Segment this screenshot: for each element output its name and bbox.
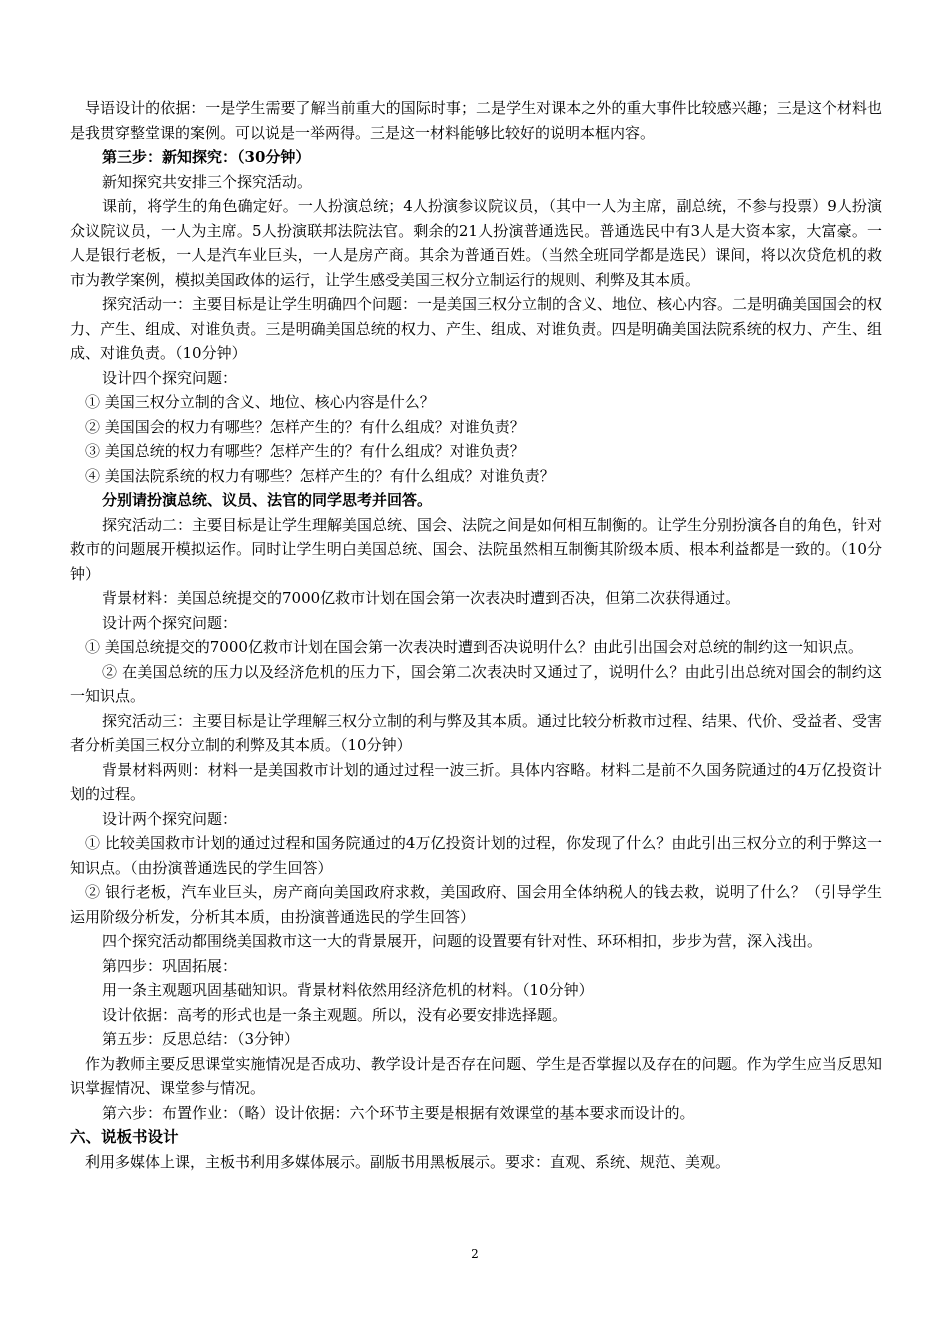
- paragraph: 课前，将学生的角色确定好。一人扮演总统；4人扮演参议院议员，（其中一人为主席，副总统，不参与投票）9人扮演众议院议员，一人为主席。5人扮演联邦法院法官。剩余的21人扮演普通选民。普通选民中有3人是大资本家，大富豪。一人是银行老板，一人是汽车业巨头，一人是房产商。其余为普通百姓。（当然全班同学都是选民）课间，将以次贷危机的救市为教学案例，模拟美国政体的运行，让学生感受美国三权分立制运行的规则、利弊及其本质。: [70, 197, 882, 289]
- step-six-heading: 第六步：布置作业：（略）设计依据：六个环节主要是根据有效课堂的基本要求而设计的。: [102, 1103, 695, 1122]
- step-five-heading: 第五步：反思总结：（3分钟）: [102, 1030, 300, 1048]
- paragraph: 背景材料：美国总统提交的7000亿救市计划在国会第一次表决时遭到否决，但第二次获得通过。: [102, 589, 741, 607]
- paragraph: 设计两个探究问题：: [102, 809, 238, 828]
- list-item: ③ 美国总统的权力有哪些？怎样产生的？有什么组成？对谁负责？: [85, 442, 525, 460]
- paragraph: 背景材料两则：材料一是美国救市计划的通过过程一波三折。具体内容略。材料二是前不久国务院通过的4万亿投资计划的过程。: [70, 760, 882, 803]
- body-text: [70, 96, 882, 1175]
- list-item: ① 美国总统提交的7000亿救市计划在国会第一次表决时遭到否决说明什么？由此引出国会对总统的制约这一知识点。: [85, 638, 863, 656]
- paragraph-activity-three: 探究活动三：主要目标是让学理解三权分立制的利与弊及其本质。通过比较分析救市过程、结果、代价、受益者、受害者分析美国三权分立制的利弊及其本质。（10分钟）: [70, 711, 883, 754]
- step-three-heading: 第三步：新知探究：（30分钟）: [102, 148, 311, 166]
- paragraph-activity-two: 探究活动二：主要目标是让学生理解美国总统、国会、法院之间是如何相互制衡的。让学生分别扮演各自的角色，针对救市的问题展开模拟运作。同时让学生明白美国总统、国会、法院虽然相互制衡其阶级本质、根本利益都是一致的。（10分钟）: [70, 515, 883, 583]
- list-item: ② 美国国会的权力有哪些？怎样产生的？有什么组成？对谁负责？: [85, 417, 525, 436]
- paragraph-activity-one: 探究活动一：主要目标是让学生明确四个问题：一是美国三权分立制的含义、地位、核心内容。二是明确美国国会的权力、产生、组成、对谁负责。三是明确美国总统的权力、产生、组成、对谁负责。四是明确美国法院系统的权力、产生、组成、对谁负责。（10分钟）: [70, 295, 883, 362]
- paragraph: 设计两个探究问题：: [102, 613, 238, 632]
- step-four-heading: 第四步：巩固拓展：: [102, 956, 238, 975]
- list-item: ④ 美国法院系统的权力有哪些？怎样产生的？有什么组成？对谁负责？: [85, 466, 555, 485]
- paragraph: 四个探究活动都围绕美国救市这一大的背景展开，问题的设置要有针对性、环环相扣，步步为营，深入浅出。: [102, 932, 823, 950]
- paragraph-bold: 分别请扮演总统、议员、法官的同学思考并回答。: [102, 491, 433, 509]
- list-item: ① 美国三权分立制的含义、地位、核心内容是什么？: [85, 393, 435, 411]
- page-number: 2: [471, 1247, 479, 1261]
- paragraph: 利用多媒体上课，主板书利用多媒体展示。副版书用黑板展示。要求：直观、系统、规范、美观。: [85, 1153, 731, 1171]
- list-item: ② 银行老板，汽车业巨头，房产商向美国政府求救，美国政府、国会用全体纳税人的钱去救，说明了什么？（引导学生运用阶级分析发，分析其本质，由扮演普通选民的学生回答）: [70, 883, 882, 926]
- list-item: ① 比较美国救市计划的通过过程和国务院通过的4万亿投资计划的过程，你发现了什么？由此引出三权分立的利于弊这一知识点。（由扮演普通选民的学生回答）: [70, 834, 882, 877]
- paragraph: 设计依据：高考的形式也是一条主观题。所以，没有必要安排选择题。: [102, 1005, 568, 1024]
- paragraph: 新知探究共安排三个探究活动。: [102, 172, 313, 191]
- paragraph: 设计四个探究问题：: [102, 368, 238, 387]
- section-heading: 六、说板书设计: [70, 1128, 179, 1146]
- paragraph: 用一条主观题巩固基础知识。背景材料依然用经济危机的材料。（10分钟）: [102, 981, 594, 999]
- list-item: ② 在美国总统的压力以及经济危机的压力下，国会第二次表决时又通过了，说明什么？由此引出总统对国会的制约这一知识点。: [70, 662, 882, 705]
- paragraph-intro-basis: 导语设计的依据：一是学生需要了解当前重大的国际时事；二是学生对课本之外的重大事件比较感兴趣；三是这个材料也是我贯穿整堂课的案例。可以说是一举两得。三是这一材料能够比较好的说明本框内容。: [70, 99, 882, 142]
- paragraph: 作为教师主要反思课堂实施情况是否成功、教学设计是否存在问题、学生是否掌握以及存在的问题。作为学生应当反思知识掌握情况、课堂参与情况。: [70, 1054, 882, 1097]
